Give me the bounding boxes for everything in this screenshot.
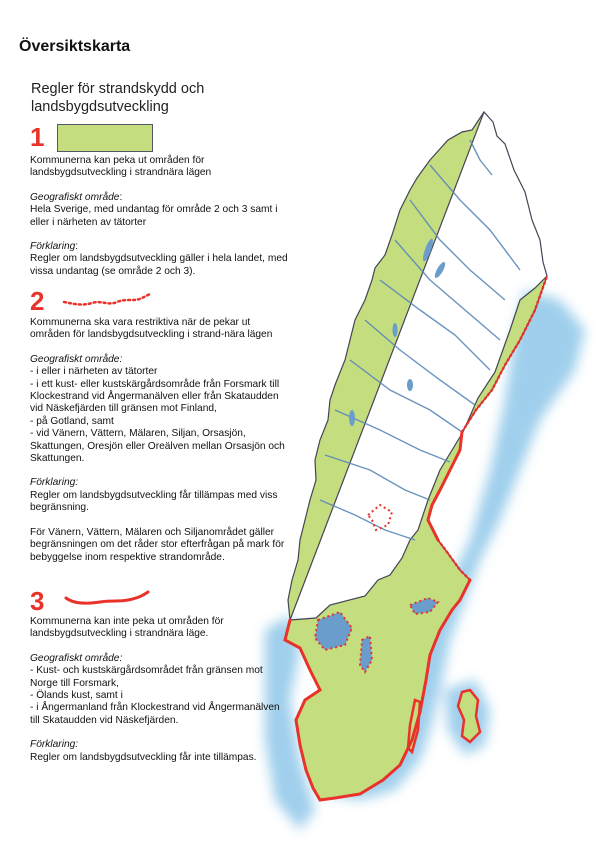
legend-description-3: Kommunerna kan inte peka ut områden för landsbygdsutveckling i strandnära läge. bbox=[30, 616, 224, 640]
legend-item-3 bbox=[30, 616, 290, 764]
legend-number-1: 1 bbox=[30, 122, 45, 152]
gotland bbox=[458, 690, 480, 742]
legend-description-1: Kommunerna kan peka ut områden för landsbygdsutveckling i strandnära lägen bbox=[30, 155, 212, 179]
legend-explanation-3: Regler om landsbygdsutveckling får inte tillämpas. bbox=[30, 751, 257, 763]
legend-area-line: - i ett kust- eller kustskärgårdsområde från Forsmark till Klockestrand vid Ångermanälven eller från Skataudden vid Näskefjärden till gränsen mot Finland, bbox=[30, 378, 280, 415]
legend-area-heading-3: Geografiskt område: bbox=[30, 652, 123, 664]
legend-symbol-solid bbox=[62, 590, 154, 610]
legend-area-line: - Ölands kust, samt i bbox=[30, 690, 123, 702]
legend-area-line: - i eller i närheten av tätorter bbox=[30, 366, 158, 378]
legend-symbol-dotted bbox=[62, 290, 154, 310]
legend-explanation-heading-3: Förklaring: bbox=[30, 739, 79, 751]
legend-area-line: - vid Vänern, Vättern, Mälaren, Siljan, Orsasjön, Skattungen, Oresjön eller Oreälven mellan Orsasjön och Skattungen. bbox=[30, 428, 285, 465]
legend-explanation-heading-2: Förklaring: bbox=[30, 477, 79, 489]
legend-item-1 bbox=[30, 155, 290, 278]
legend-area-line: - i Ångermanland från Klockestrand vid Ångermanälven till Skataudden vid Näskefjärden. bbox=[30, 702, 280, 726]
legend-area-heading-2: Geografiskt område: bbox=[30, 353, 123, 365]
legend-explanation-2: Regler om landsbygdsutveckling får tillämpas med viss begränsning. bbox=[30, 489, 278, 514]
legend-description-2: Kommunerna ska vara restriktiva när de pekar ut områden för landsbygdsutveckling i strand-nära lägen bbox=[30, 317, 273, 341]
lake-siljan bbox=[368, 505, 392, 530]
legend-area-line: - på Gotland, samt bbox=[30, 415, 114, 427]
map-subtitle: Regler för strandskydd och landsbygdsutveckling bbox=[31, 81, 205, 115]
legend-number-3: 3 bbox=[30, 586, 45, 616]
legend-symbol-green bbox=[57, 124, 153, 152]
legend-explanation-1: Regler om landsbygdsutveckling gäller i hela landet, med vissa undantag (se område 2 och 3). bbox=[30, 253, 288, 277]
legend-note-2: För Vänern, Vättern, Mälaren och Siljanområdet gäller begränsningen om det råder stor efterfrågan på mark för bebyggelse inom respektive strandområde. bbox=[30, 526, 285, 563]
legend-area-line: Hela Sverige, med undantag för område 2 och 3 samt i eller i närheten av tätorter bbox=[30, 204, 278, 228]
legend-number-2: 2 bbox=[30, 286, 45, 316]
legend-area-line: - Kust- och kustskärgårdsområdet från gränsen mot Norge till Forsmark, bbox=[30, 665, 263, 689]
legend-area-heading-1: Geografiskt område: bbox=[30, 191, 123, 203]
legend-explanation-heading-1: Förklaring: bbox=[30, 241, 79, 253]
legend-item-2 bbox=[30, 317, 290, 564]
map-title: Översiktskarta bbox=[19, 38, 131, 55]
